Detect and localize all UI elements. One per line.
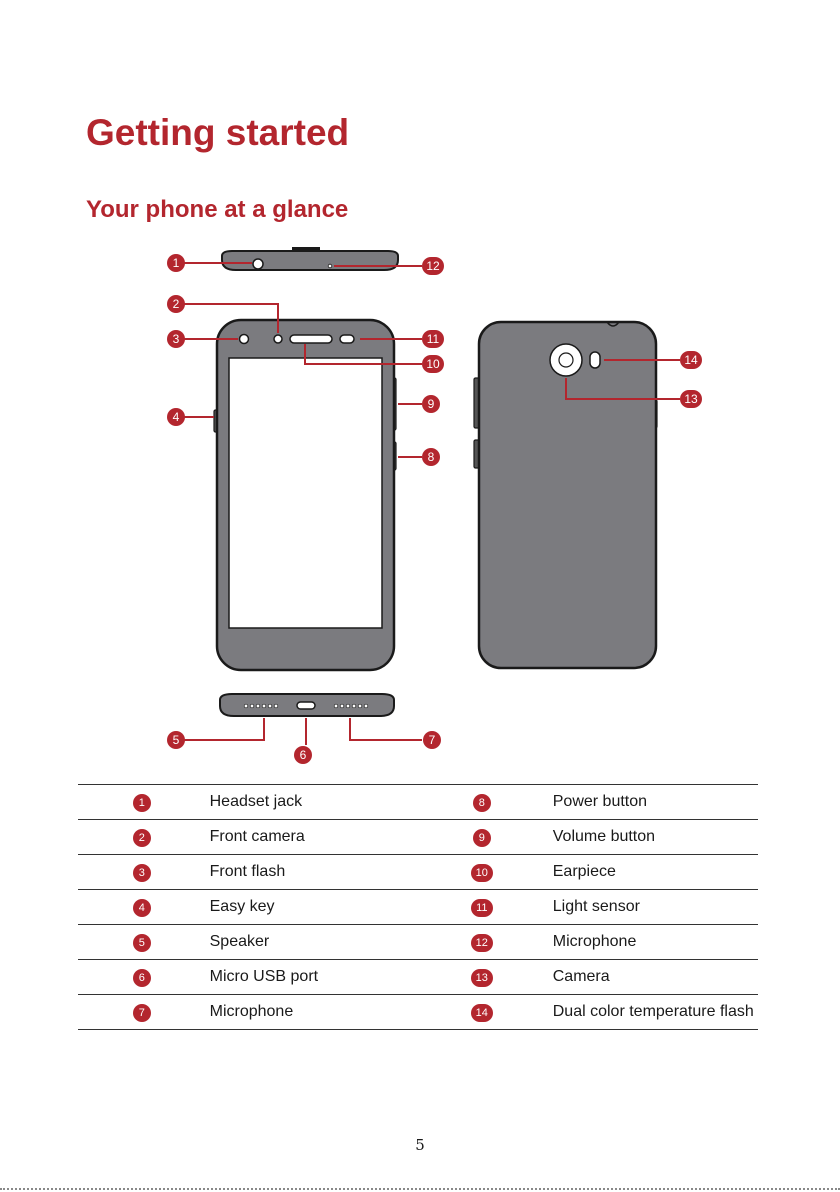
svg-text:4: 4 <box>172 410 180 424</box>
svg-text:12: 12 <box>426 259 440 273</box>
svg-text:10: 10 <box>426 357 440 371</box>
parts-legend-table <box>78 784 758 1030</box>
callout-number: 2 <box>133 829 151 847</box>
svg-text:7: 7 <box>428 733 436 747</box>
svg-text:13: 13 <box>684 392 698 406</box>
part-label: Front camera <box>209 828 305 845</box>
callout-number: 5 <box>133 934 151 952</box>
svg-text:8: 8 <box>427 450 435 464</box>
phone-diagram <box>0 240 840 780</box>
top-microphone-hole-icon <box>328 264 332 268</box>
part-label: Microphone <box>552 933 637 950</box>
front-camera-icon <box>274 335 282 343</box>
callout-badge <box>422 330 444 348</box>
table-row <box>78 890 758 925</box>
callout-badge <box>422 448 440 466</box>
callout-number: 8 <box>473 794 491 812</box>
svg-text:3: 3 <box>172 332 180 346</box>
part-label: Camera <box>552 968 610 985</box>
section-heading: Your phone at a glance <box>86 196 349 223</box>
callout-badge <box>294 746 312 764</box>
part-label: Power button <box>552 793 648 810</box>
light-sensor-icon <box>340 335 354 343</box>
callout-badge <box>167 330 185 348</box>
part-label: Speaker <box>209 933 270 950</box>
phone-bottom-edge-view <box>220 694 394 716</box>
callout-number: 7 <box>133 1004 151 1022</box>
page-number: 5 <box>415 1136 425 1154</box>
table-row <box>78 785 758 820</box>
part-label: Dual color temperature flash <box>552 1003 754 1020</box>
callout-badge <box>167 408 185 426</box>
callout-badge <box>167 254 185 272</box>
svg-text:14: 14 <box>684 353 698 367</box>
phone-back-view <box>474 322 657 668</box>
callout-badge <box>422 355 444 373</box>
callout-number: 10 <box>471 864 493 882</box>
table-row <box>78 925 758 960</box>
headset-jack-icon <box>253 259 263 269</box>
part-label: Headset jack <box>209 793 303 810</box>
callout-number: 6 <box>133 969 151 987</box>
screen <box>229 358 382 628</box>
callout-badge <box>422 395 440 413</box>
callout-number: 9 <box>473 829 491 847</box>
callout-number: 4 <box>133 899 151 917</box>
page-bottom-rule <box>0 1188 840 1190</box>
callout-number: 14 <box>471 1004 493 1022</box>
part-label: Front flash <box>209 863 286 880</box>
part-label: Micro USB port <box>209 968 319 985</box>
svg-text:9: 9 <box>427 397 435 411</box>
svg-text:6: 6 <box>299 748 307 762</box>
dual-flash-icon <box>590 352 600 368</box>
part-label: Volume button <box>552 828 656 845</box>
callout-badge <box>423 731 441 749</box>
part-label: Earpiece <box>552 863 616 880</box>
table-row <box>78 820 758 855</box>
callout-number: 12 <box>471 934 493 952</box>
callout-badge <box>422 257 444 275</box>
phone-front-view <box>214 320 396 670</box>
callout-badge <box>167 295 185 313</box>
table-row <box>78 995 758 1030</box>
part-label: Light sensor <box>552 898 640 915</box>
callout-number: 3 <box>133 864 151 882</box>
svg-text:11: 11 <box>426 332 440 346</box>
table-row <box>78 960 758 995</box>
part-label: Microphone <box>209 1003 294 1020</box>
page-title: Getting started <box>86 112 350 153</box>
callout-number: 11 <box>471 899 493 917</box>
micro-usb-port-icon <box>297 702 315 709</box>
table-row <box>78 855 758 890</box>
callout-badge <box>680 351 702 369</box>
front-flash-icon <box>240 335 249 344</box>
callout-number: 13 <box>471 969 493 987</box>
part-label: Easy key <box>209 898 275 915</box>
svg-text:5: 5 <box>172 733 180 747</box>
callout-badge <box>680 390 702 408</box>
earpiece-icon <box>290 335 332 343</box>
svg-text:1: 1 <box>172 256 180 270</box>
callout-badge <box>167 731 185 749</box>
callout-number: 1 <box>133 794 151 812</box>
svg-text:2: 2 <box>172 297 180 311</box>
